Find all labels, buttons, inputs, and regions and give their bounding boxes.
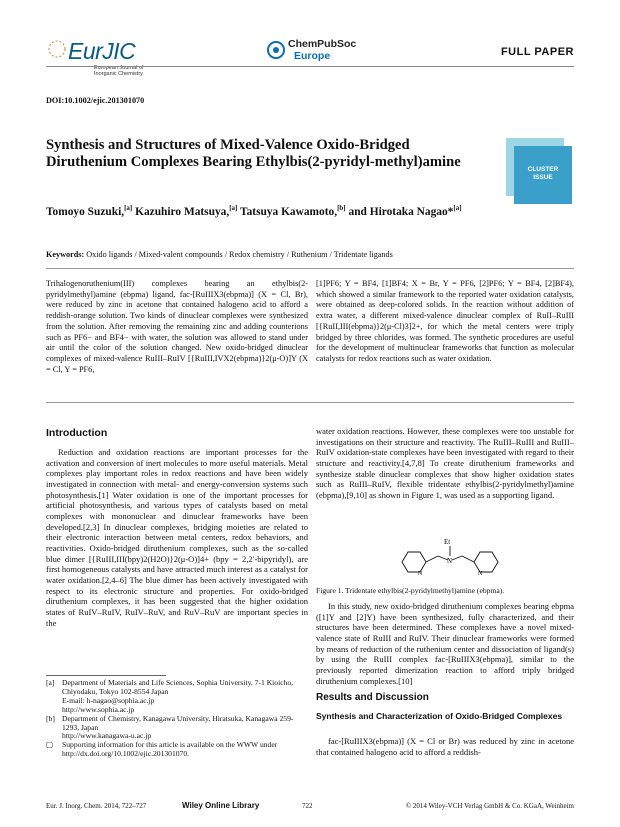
footnote: [a] Department of Materials and Life Sciences, Sophia University, 7-1 Kioicho, Chiyodaku, Tokyo 102-8554 Japan [46,678,294,696]
amine-nitrogen-label: N [447,557,453,565]
publisher-logo [266,38,386,66]
cluster-badge-line2: ISSUE [533,174,553,181]
pyridine-n-right: N [478,571,483,577]
results-heading: Results and Discussion [316,692,429,703]
author-name[interactable]: Tatsuya Kawamoto, [240,206,338,218]
intro-paragraph: In this study, new oxido-bridged diruthenium complexes bearing ebpma ([1]Y and [2]Y) have been synthesized, fully characterized, and their structures have been determined. These complexes have a novel mixed-valence state of RuIII and RuIV. Their dinuclear frameworks were formed by means of reduction of the ruthenium center and dissociation of ligand(s) by using the RuIII complex fac-[RuIIIX3(ebpma)], similar to the previously reported dimerization reaction to afford triply bridged diruthenium complexes.[10] [316,601,574,686]
supporting-info-icon: ▢ [46,740,54,750]
page-number: 722 [302,802,313,810]
author-list [46,205,466,220]
author-affiliation: [a] [453,204,462,213]
author-affiliation: [b] [337,204,346,213]
ethyl-label: Et [444,538,451,546]
footer-citation: Eur. J. Inorg. Chem. 2014, 722–727 [46,802,147,810]
results-subheading: Synthesis and Characterization of Oxido-Bridged Complexes [316,711,563,721]
intro-paragraph: Reduction and oxidation reactions are important processes for the activation and conversion of inert molecules to more useful materials. Metal complexes play important roles in redox reactions and have been widely investigated in connection with metal- and energy-conversion systems such photosynthesis.[1] Water oxidation is one of the important processes for artificial photosynthesis, and various types of catalysts based on metal complexes with mononuclear and dinuclear frameworks have been developed.[2,3] In dinuclear complexes, bridging moieties are related to their electronic interaction between metal centers, redox behaviors, and reactivities. Oxido-bridged diruthenium complexes, such as the so-called blue dimer [{RuIII,III(bpy)2(H2O)}2(μ-O)]4+ (bpy = 2,2′-bipyridyl), are first homogeneous catalysts and have attracted much interest as a catalyst for water oxidation.[2,4–6] The blue dimer has been actively investigated with respect to its electronic structure and properties. For oxido-bridged diruthenium complexes, it has been suggested that the higher oxidation states of RuIV–RuIV, RuIV–RuV, and RuV–RuV are important species in the [46,447,308,628]
footer-copyright: © 2014 Wiley-VCH Verlag GmbH & Co. KGaA, Weinheim [405,802,574,810]
stars-icon [46,38,68,60]
journal-logo-sub: European Journal of Inorganic Chemistry [94,65,144,77]
introduction-left-column [46,447,308,628]
figure-caption: Figure 1. Tridentate ethylbis(2-pyridylmethyl)amine (ebpma). [316,586,505,595]
footnote-supporting-info: ▢ Supporting information for this article is available on the WWW under http://dx.doi.org/10.1002/ejic.201301070. [46,740,278,759]
cluster-badge-line1: CLUSTER [527,166,559,173]
footer-library-logo[interactable]: Wiley Online Library [182,801,260,810]
introduction-continued [316,601,574,686]
ebpma-structure-figure [396,534,504,578]
author-name[interactable]: and Hirotaka Nagao* [348,206,454,218]
pyridine-ring-left [402,552,426,572]
results-paragraph: fac-[RuIIIX3(ebpma)] (X = Cl or Br) was reduced by zinc in acetone that contained halogeno acid to afford a reddish- [316,736,574,757]
introduction-heading: Introduction [46,427,108,439]
intro-paragraph: water oxidation reactions. However, these complexes were too unstable for investigations on their structure and reactivity. The RuIII–RuIII and RuIII–RuIV oxidation-state complexes have been investigated with regard to their structure and reactivity.[4,7,8] To create diruthenium frameworks and synthesize stable dinuclear complexes that show higher oxidation states such as RuIII–RuIV, flexible tridentate ethylbis(2-pyridylmethyl)amine (ebpma),[9,10] as shown in Figure 1, was used as a supporting ligand. [316,426,574,500]
author-name[interactable]: Tomoyo Suzuki, [46,206,125,218]
pyridine-ring-right [474,552,498,572]
article-type: FULL PAPER [500,46,574,58]
keywords-text: Oxido ligands / Mixed-valent compounds / Redox chemistry / Ruthenium / Tridentate ligands [86,250,393,259]
article-title: Synthesis and Structures of Mixed-Valence Oxido-Bridged Diruthenium Complexes Bearing Ethylbis(2-pyridyl-methyl)amine [46,137,461,170]
author-affiliation: [a] [229,204,238,213]
footnotes [46,679,308,759]
footnote: [b] Department of Chemistry, Kanagawa University, Hiratsuka, Kanagawa 259-1293, Japan [46,713,294,732]
abstract-bottom-divider [46,402,574,403]
journal-logo-name: EurJIC [68,38,136,64]
doi[interactable]: DOI:10.1002/ejic.201301070 [46,96,145,105]
chempubsoc-icon [266,40,286,60]
introduction-right-column [316,426,574,501]
footnote-divider [46,675,166,676]
pyridine-n-left: N [418,571,423,577]
abstract-top-divider [46,268,574,269]
author-name[interactable]: Kazuhiro Matsuya, [135,206,230,218]
abstract-right-column: [1]PF6; Y = BF4, [1]BF4; X = Br, Y = PF6, [2]PF6; Y = BF4, [2]BF4), which showed a similar framework to the reported water oxidation catalysts, were obtained as deep-colored solids. In the reaction without addition of extra water, a different mixed-valence dinuclear complex of RuII–RuIII [{RuII,III(ebpma)}2(μ-Cl)3]2+, for which the metal centers were triply bridged by three chlorides, was formed. The synthetic procedures are useful for the development of multinuclear frameworks that function as molecular catalysts for redox reactions such as water oxidation. [316,279,574,363]
keywords [46,250,574,260]
publisher-name: ChemPubSoc [288,38,357,50]
keywords-label: Keywords: [46,250,85,259]
header-divider [46,66,574,67]
footnote-email: E-mail: h-nagao@sophia.ac.jp [62,695,155,705]
abstract-left-column: Trihalogenoruthenium(III) complexes bearing an ethylbis(2-pyridylmethyl)amine (ebpma) ligand, fac-[RuIIIX3(ebpma)] (X = Cl, Br), were reduced by zinc in acetone that contained halogeno acid to afford a reddish-orange solution. Two kinds of dinuclear complexes were synthesized from the solution. After removing the remaining zinc and adding counterions such as PF6− and BF4− with water, the solution was allowed to stand under air until the color of the solution changed. New oxido-bridged dinuclear complexes of mixed-valence RuIII–RuIV [{RuIII,IVX2(ebpma)}2(μ-O)]Y (X = Cl, Y = PF6, [46,279,308,374]
journal-logo [46,38,146,80]
results-text [316,736,574,757]
footnote-url: http://www.kanagawa-u.ac.jp [62,731,152,741]
cluster-issue-badge [506,138,572,204]
footnote-url: http://www.sophia.ac.jp [62,704,135,714]
author-affiliation: [a] [124,204,133,213]
publisher-region: Europe [294,50,331,62]
